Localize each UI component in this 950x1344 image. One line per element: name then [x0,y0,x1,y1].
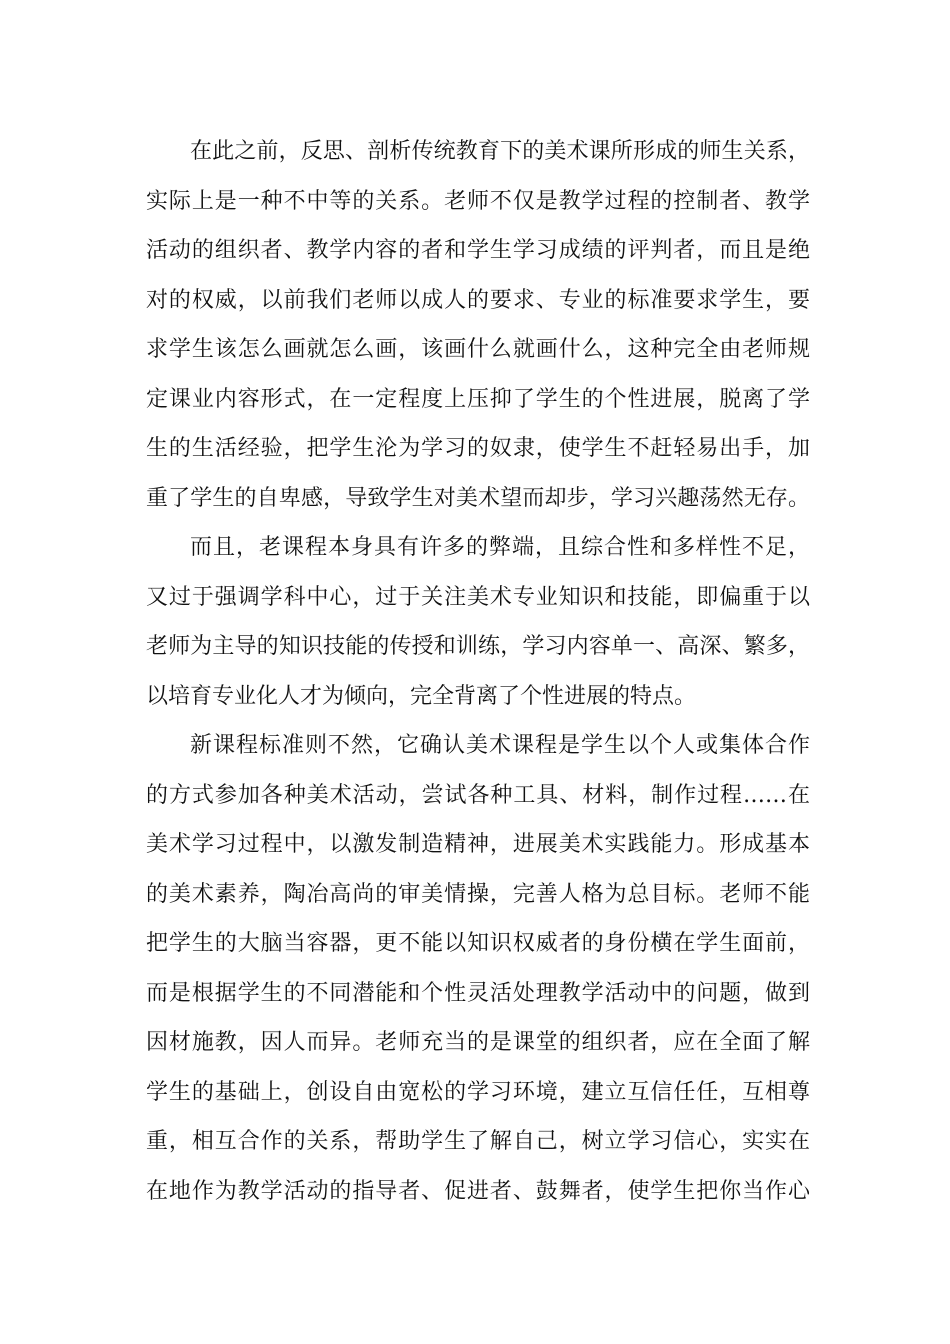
paragraph-line: 老师为主导的知识技能的传授和训练，学习内容单一、高深、繁多， [146,634,810,659]
paragraph-3 [146,721,810,1216]
paragraph-line: 把学生的大脑当容器，更不能以知识权威者的身份横在学生面前， [146,931,810,956]
document-body [146,127,810,1216]
paragraph-line: 重了学生的自卑感，导致学生对美术望而却步，学习兴趣荡然无存。 [146,485,810,511]
paragraph-line: 又过于强调学科中心，过于关注美术专业知识和技能，即偏重于以 [146,584,810,610]
paragraph-line: 学生的基础上，创设自由宽松的学习环境，建立互信任任，互相尊 [146,1079,810,1105]
paragraph-line: 生的生活经验，把学生沦为学习的奴隶，使学生不赶轻易出手，加 [146,436,810,461]
paragraph-line: 而是根据学生的不同潜能和个性灵活处理教学活动中的问题，做到 [146,980,810,1006]
paragraph-line: 的方式参加各种美术活动，尝试各种工具、材料，制作过程……在 [146,782,810,808]
paragraph-line: 重，相互合作的关系，帮助学生了解自己，树立学习信心，实实在 [146,1129,810,1154]
paragraph-line: 美术学习过程中，以激发制造精神，进展美术实践能力。形成基本 [146,832,810,857]
paragraph-line: 对的权威，以前我们老师以成人的要求、专业的标准要求学生，要 [146,287,810,313]
paragraph-line: 定课业内容形式，在一定程度上压抑了学生的个性进展，脱离了学 [146,386,810,412]
paragraph-2 [146,523,810,721]
paragraph-line: 而且，老课程本身具有许多的弊端，且综合性和多样性不足， [190,535,810,560]
paragraph-1 [146,127,810,523]
paragraph-line: 在此之前，反思、剖析传统教育下的美术课所形成的师生关系， [190,139,810,164]
paragraph-line: 活动的组织者、教学内容的者和学生学习成绩的评判者，而且是绝 [146,238,810,263]
paragraph-line: 以培育专业化人才为倾向，完全背离了个性进展的特点。 [146,683,697,709]
paragraph-line: 在地作为教学活动的指导者、促进者、鼓舞者，使学生把你当作心 [146,1178,810,1204]
paragraph-line: 新课程标准则不然，它确认美术课程是学生以个人或集体合作 [190,733,810,758]
paragraph-line: 实际上是一种不中等的关系。老师不仅是教学过程的控制者、教学 [146,188,810,214]
paragraph-line: 因材施教，因人而异。老师充当的是课堂的组织者，应在全面了解 [146,1030,810,1055]
paragraph-line: 求学生该怎么画就怎么画，该画什么就画什么，这种完全由老师规 [146,337,810,362]
paragraph-line: 的美术素养，陶冶高尚的审美情操，完善人格为总目标。老师不能 [146,881,810,907]
